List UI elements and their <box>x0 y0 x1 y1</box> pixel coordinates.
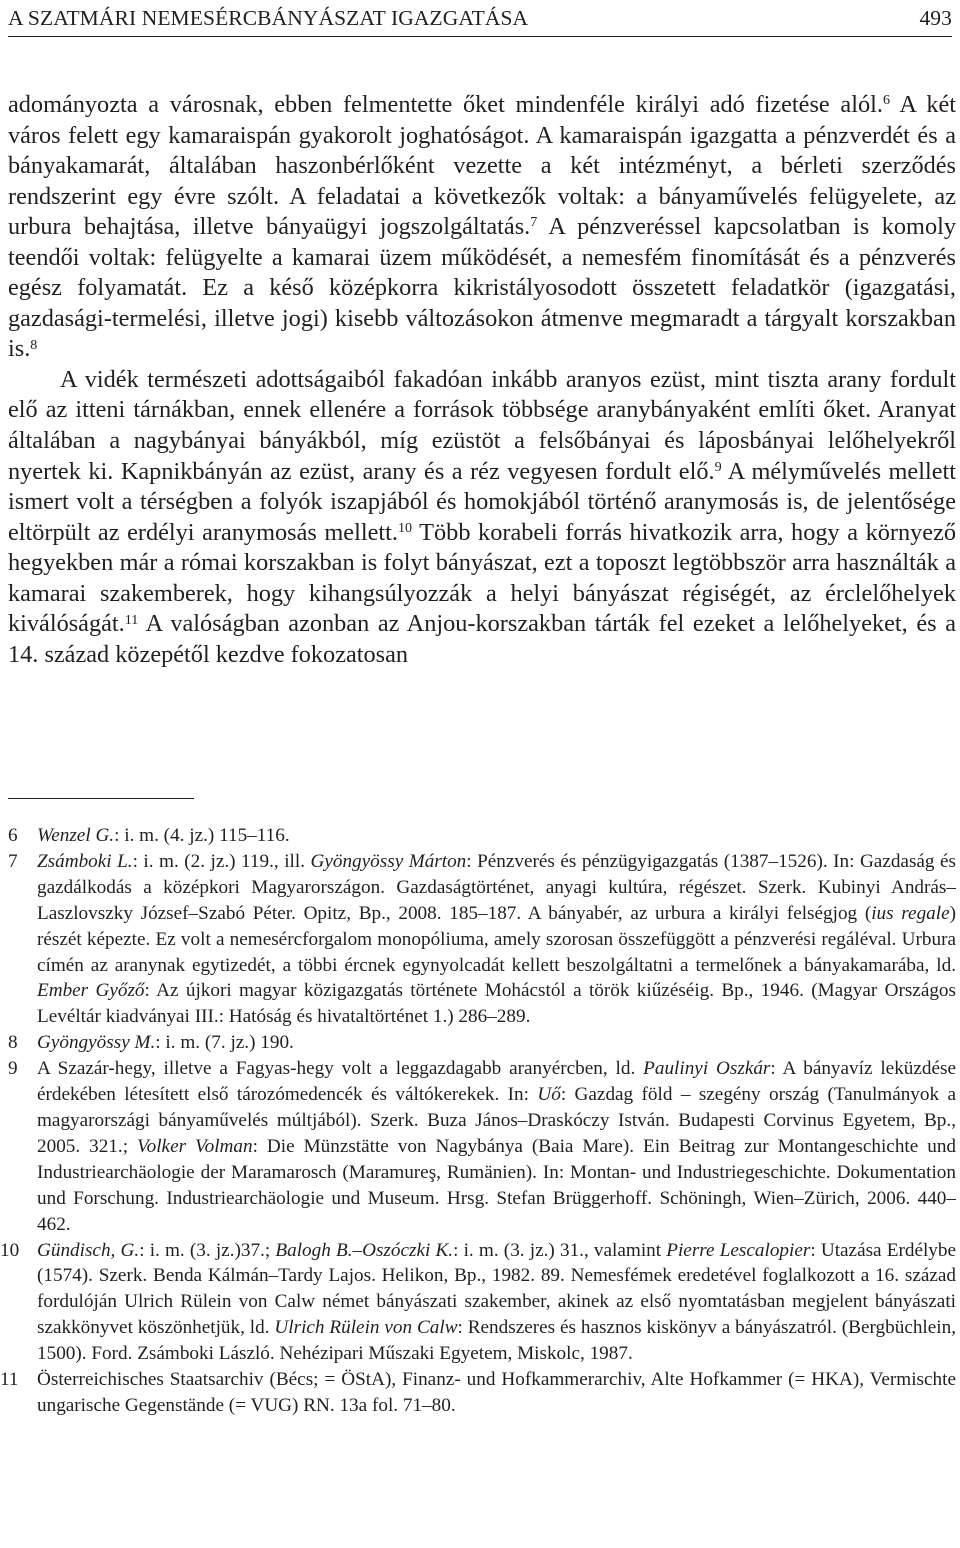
main-text <box>8 90 956 670</box>
footnote-number: 9 <box>8 1058 18 1080</box>
text-run: : Az újkori magyar közigazgatás története Mohácstól a török kiűzéséig. Bp., 1946. (Magyar Országos Levéltár kiadványai III.: Hatóság és hivataltörténet 1.) 286–289. <box>37 980 956 1028</box>
author-name: Wenzel G. <box>37 825 115 846</box>
page-number: 493 <box>919 6 952 30</box>
footnote-8 <box>8 1030 956 1056</box>
text-run: : Rendszeres és hasznos kiskönyv a bányászatról. (Bergbüchlein, 1500). Ford. Zsámboki László. Nehézipari Műszaki Egyetem, Miskolc, 1987. <box>37 1317 957 1365</box>
text-run: ) részét képezte. Ez volt a nemesércforgalom monopóliuma, amely szorosan összefüggött a pénzverési regáléval. Urbura címén az aranynak egytizedét, a többi ércnek egynyolcadát kellett beszolgáltatni a termelőnek a bányakamarába, ld. <box>37 902 956 976</box>
footnote-7 <box>8 849 956 1030</box>
footnote-6 <box>8 823 956 849</box>
text-run: : Pénzverés és pénzügyigazgatás (1387–1526). In: Gazdaság és gazdálkodás a középkori Magyarországon. Gazdaságtörténet, anyagi kultúra, régészet. Szerk. Kubinyi András–Laszlovszky József–Szabó Péter. Opitz, Bp., 2008. 185–187. A bányabér, az urbura a királyi felségjog ( <box>37 850 957 924</box>
footnotes <box>0 823 957 1419</box>
author-name: Volker Volman <box>137 1135 253 1157</box>
footnote-11 <box>0 1367 956 1419</box>
text-run: : i. m. (7. jz.) 190. <box>155 1032 294 1054</box>
footnote-number: 11 <box>0 1369 19 1391</box>
latin-term: ius regale <box>871 902 950 924</box>
text-run: Több korabeli forrás hivatkozik arra, hogy a környező hegyekben már a római korszakban is folyt bányászat, ezt a toposzt legtöbbször arra használták a kamarai szakemberek, hogy kihangsúlyozzák a helyi bányászat régiségét, az érclelőhelyek kiválóságát. <box>8 518 957 638</box>
author-name: Ember Győző <box>37 980 145 1002</box>
footnote-ref-6[interactable]: 6 <box>882 92 890 109</box>
footnote-ref-7[interactable]: 7 <box>530 214 538 231</box>
text-run: : i. m. (3. jz.)37.; <box>139 1239 276 1261</box>
footnote-9 <box>8 1056 956 1237</box>
running-header <box>8 4 952 37</box>
author-name: Zsámboki L. <box>37 850 133 872</box>
text-run: A pénzveréssel kapcsolatban is komoly teendői voltak: felügyelte a kamarai üzem működését, a nemesfém finomítását és a pénzverés egész folyamatát. Ez a késő középkorra kikristályosodott összetett feladatkör (igazgatási, gazdasági-termelési, illetve jogi) kisebb változásokon átmenve megmaradt a tárgyalt korszakban is. <box>8 213 956 363</box>
footnote-separator <box>8 798 194 799</box>
text-run: Österreichisches Staatsarchiv (Bécs; = ÖStA), Finanz- und Hofkammerarchiv, Alte Hofkammer (= HKA), Vermischte ungarische Gegenstände (= VUG) RN. 13a fol. 71–80. <box>37 1369 956 1416</box>
running-title: A SZATMÁRI NEMESÉRCBÁNYÁSZAT IGAZGATÁSA <box>8 6 529 30</box>
text-run: : Die Münzstätte von Nagybánya (Baia Mare). Ein Beitrag zur Montangeschichte und Industriearchäologie der Maramarosch (Maramureş, Rumänien). In: Montan- und Industriegeschichte. Dokumentation und Forschung. Industriearchäologie und Museum. Hrsg. Stefan Brüggerhoff. Schöningh, Wien–Zürich, 2006. 440–462. <box>37 1135 957 1235</box>
author-name: Gündisch, G. <box>37 1239 140 1261</box>
footnote-ref-11[interactable]: 11 <box>124 611 139 628</box>
footnote-number: 8 <box>8 1032 18 1054</box>
text-run: : i. m. (4. jz.) 115–116. <box>114 825 290 846</box>
footnote-ref-8[interactable]: 8 <box>30 336 38 353</box>
paragraph-1 <box>8 90 956 365</box>
author-name: Ulrich Rülein von Calw <box>274 1317 458 1339</box>
footnote-number: 10 <box>0 1239 20 1261</box>
footnote-ref-10[interactable]: 10 <box>397 519 413 536</box>
text-run: A mélyművelés mellett ismert volt a térségben a folyók iszapjából és homokjából történő aranymosás is, de jelentősége eltörpült az erdélyi aranymosás mellett. <box>8 457 957 546</box>
text-run: A vidék természeti adottságaiból fakadóan inkább aranyos ezüst, mint tiszta arany fordult elő az itteni tárnákban, ennek ellenére a források többsége aranybányaként említi őket. Aranyat általában a nagybányai bányákból, míg ezüstöt a felsőbányai és láposbányai lelőhelyekről nyertek ki. Kapnikbányán az ezüst, arany és a réz vegyesen fordult elő. <box>8 365 956 485</box>
author-name: Balogh B.–Oszóczki K. <box>275 1239 454 1261</box>
text-run: adományozta a városnak, ebben felmentette őket mindenféle királyi adó fizetése alól. <box>8 91 883 118</box>
author-name: Gyöngyössy M. <box>37 1032 156 1054</box>
author-name: Uő <box>537 1084 561 1106</box>
author-name: Paulinyi Oszkár <box>643 1058 771 1080</box>
text-run: : A bányavíz leküzdése érdekében létesített első tározómedencék és váltókerekek. In: <box>37 1058 956 1106</box>
paragraph-2 <box>8 365 956 670</box>
author-name: Pierre Lescalopier <box>666 1239 811 1261</box>
text-run: : Gazdag föld – szegény ország (Tanulmányok a magyarországi bányaművelés múltjából). Szerk. Buza János–Draskóczy István. Budapesti Corvinus Egyetem, Bp., 2005. 321.; <box>37 1084 956 1157</box>
author-name: Gyöngyössy Márton <box>310 850 467 872</box>
footnote-number: 6 <box>8 825 18 846</box>
text-run: A valóságban azonban az Anjou-korszakban tárták fel ezeket a lelőhelyeket, és a 14. század közepétől kezdve fokozatosan <box>8 610 956 668</box>
footnote-10 <box>0 1238 957 1368</box>
text-run: : Utazása Erdélybe (1574). Szerk. Benda Kálmán–Tardy Lajos. Helikon, Bp., 1982. 89. Nemesfémek eredetével foglalkozott a 16. század fordulóján Ulrich Rülein von Calw német bányászati szakember, akinek az első nyomtatásban megjelent bányászati szakkönyvet köszönhetjük, ld. <box>37 1239 957 1339</box>
text-run: : i. m. (3. jz.) 31., valamint <box>453 1239 667 1261</box>
text-run: A két város felett egy kamaraispán gyakorolt joghatóságot. A kamaraispán igazgatta a pénzverdét és a bányakamarát, általában haszonbérlőként vezette a két intézményt, a bérleti szerződés rendszerint egy évre szólt. A feladatai a következők voltak: a bányaművelés felügyelete, az urbura behajtása, illetve bányaügyi jogszolgáltatás. <box>8 91 956 241</box>
text-run: A Szazár-hegy, illetve a Fagyas-hegy volt a leggazdagabb aranyércben, ld. <box>37 1058 644 1080</box>
footnote-number: 7 <box>8 850 18 872</box>
text-run: : i. m. (2. jz.) 119., ill. <box>132 850 311 872</box>
footnote-ref-9[interactable]: 9 <box>714 458 722 475</box>
